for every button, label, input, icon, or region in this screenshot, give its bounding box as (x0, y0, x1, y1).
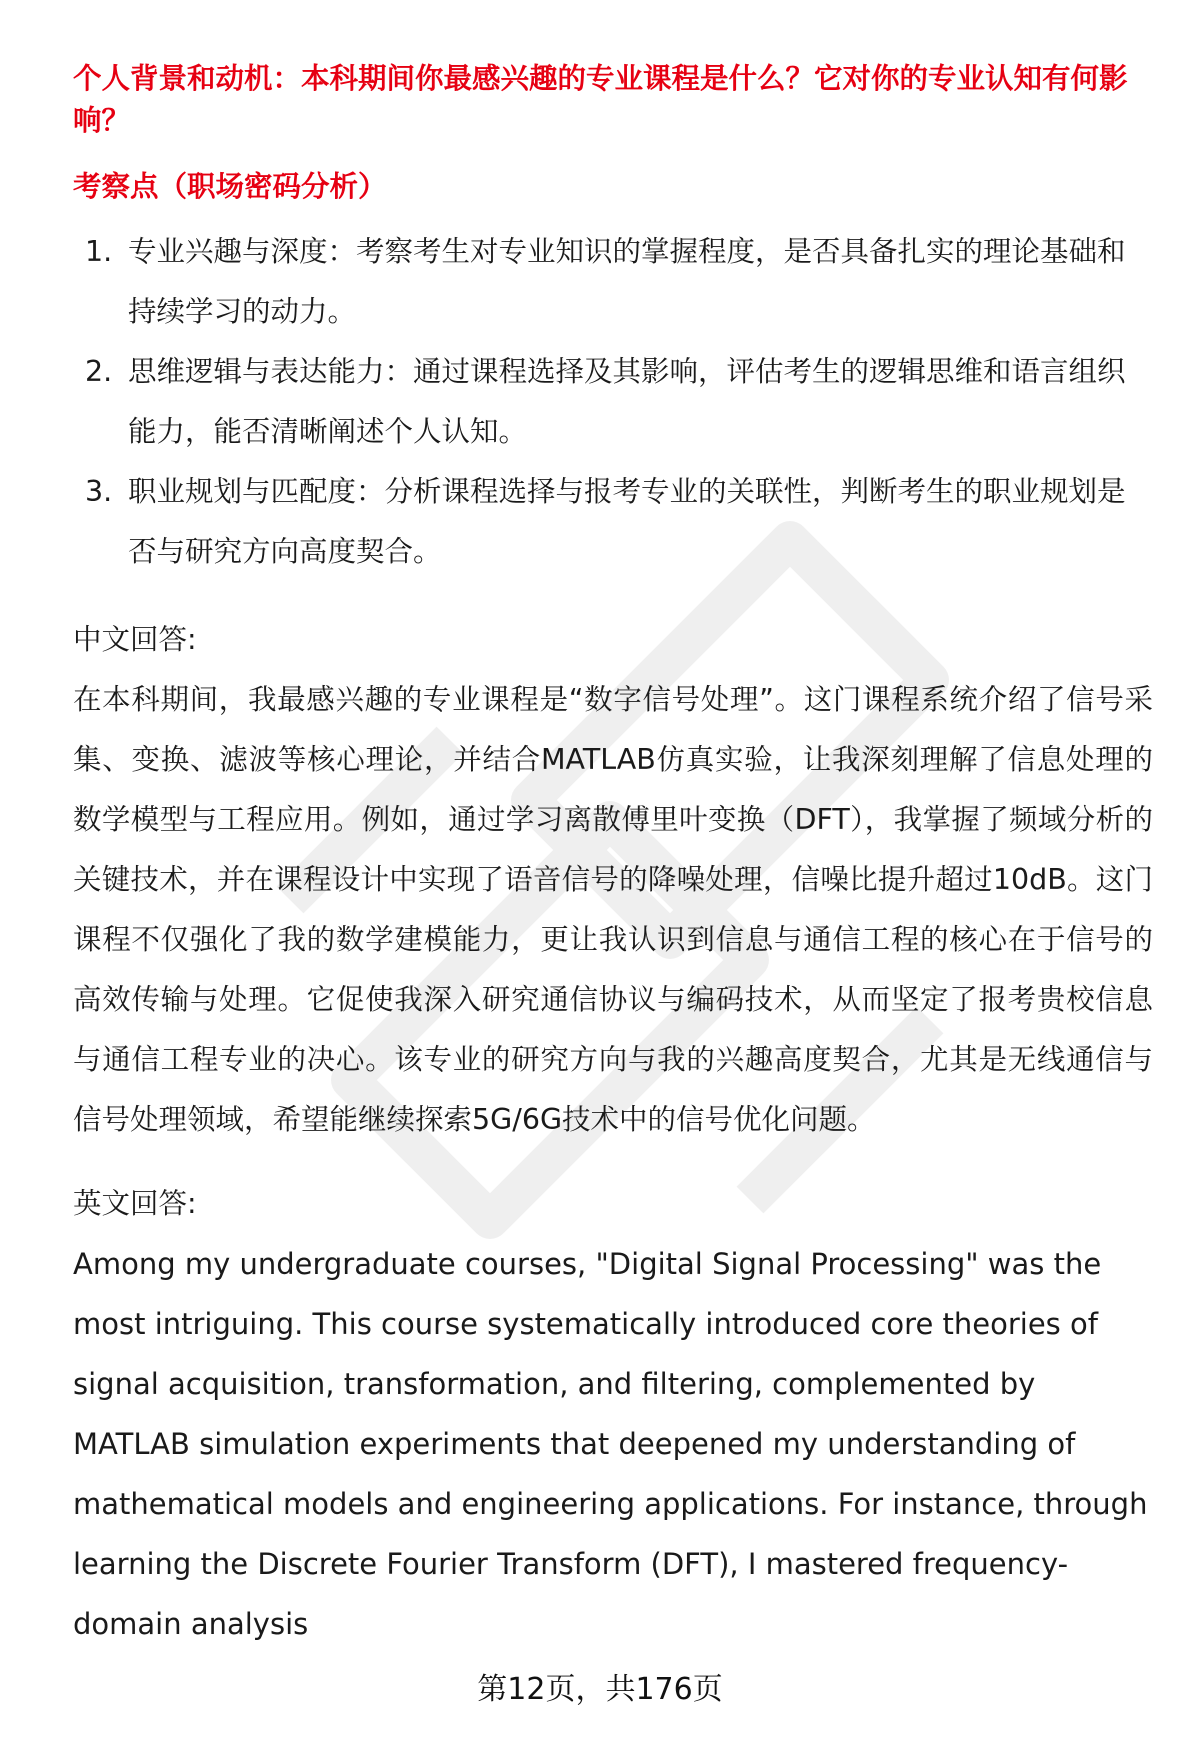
chinese-answer-heading: 中文回答: (73, 623, 197, 656)
point-text: 思维逻辑与表达能力：通过课程选择及其影响，评估考生的逻辑思维和语言组织能力，能否清晰阐述个人认知。 (128, 355, 1126, 448)
point-text: 职业规划与匹配度：分析课程选择与报考专业的关联性，判断考生的职业规划是否与研究方向高度契合。 (128, 475, 1126, 568)
english-answer-text: Among my undergraduate courses, "Digital Signal Processing" was the most intriguing. This course systematically introduced core theories of signal acquisition, transformation, and filtering, complemented by MATLAB simulation experiments that deepened my understanding of mathematical models and engineering applications. For instance, through learning the Discrete Fourier Transform (DFT), I mastered frequency-domain analysis (73, 1247, 1148, 1641)
focus-point-1 (73, 222, 1153, 342)
document-page (73, 58, 1153, 1654)
focus-point-3 (73, 462, 1153, 582)
point-number: 2. (85, 355, 113, 388)
point-number: 3. (85, 475, 113, 508)
point-text: 专业兴趣与深度：考察考生对专业知识的掌握程度，是否具备扎实的理论基础和持续学习的动力。 (128, 235, 1126, 328)
question-title: 个人背景和动机：本科期间你最感兴趣的专业课程是什么？它对你的专业认知有何影响？ (73, 62, 1128, 137)
focus-point-2 (73, 342, 1153, 462)
focus-points-list (73, 222, 1153, 582)
chinese-answer-text: 在本科期间，我最感兴趣的专业课程是“数字信号处理”。这门课程系统介绍了信号采集、变换、滤波等核心理论，并结合MATLAB仿真实验，让我深刻理解了信息处理的数学模型与工程应用。例如，通过学习离散傅里叶变换（DFT），我掌握了频域分析的关键技术，并在课程设计中实现了语音信号的降噪处理，信噪比提升超过10dB。这门课程不仅强化了我的数学建模能力，更让我认识到信息与通信工程的核心在于信号的高效传输与处理。它促使我深入研究通信协议与编码技术，从而坚定了报考贵校信息与通信工程专业的决心。该专业的研究方向与我的兴趣高度契合，尤其是无线通信与信号处理领域，希望能继续探索5G/6G技术中的信号优化问题。 (73, 683, 1153, 1136)
point-number: 1. (85, 235, 113, 268)
focus-title: 考察点（职场密码分析） (73, 170, 387, 203)
english-answer-heading: 英文回答: (73, 1187, 197, 1220)
page-footer: 第12页，共176页 (477, 1672, 723, 1707)
